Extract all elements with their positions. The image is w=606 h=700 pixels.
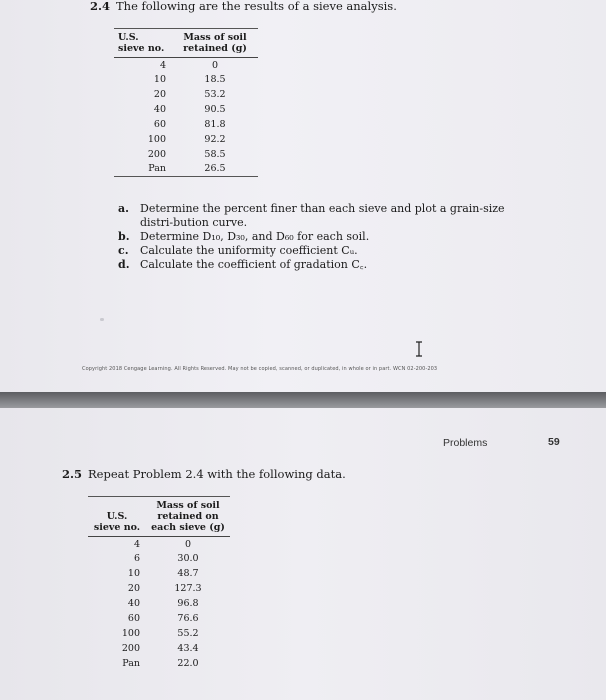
problem-2-5-heading [62,467,346,481]
page-number: 59 [548,436,560,448]
header-line: retained on [157,511,219,522]
table-row [88,537,230,552]
sieve-no-cell: 4 [133,538,140,550]
sieve-no-cell: 200 [121,642,140,654]
table-row [88,641,230,656]
mass-retained-header [146,497,230,537]
mass-cell: 30.0 [177,553,199,565]
sieve-table-2-5 [88,496,230,671]
task-item [118,230,538,244]
mass-cell: 96.8 [177,598,199,609]
table-row [114,132,258,147]
mass-cell: 90.5 [204,104,226,116]
running-header: Problems [443,437,488,449]
table-row [114,117,258,132]
mass-cell: 22.0 [177,657,199,669]
task-item [118,202,538,230]
problem-statement: Repeat Problem 2.4 with the following data. [88,467,346,481]
sieve-no-cell: 4 [159,59,166,71]
sieve-no-cell: 100 [121,627,140,639]
sieve-no-cell: 10 [127,568,140,580]
task-item [118,244,538,258]
header-line: each sieve (g) [151,522,225,533]
mass-cell: 0 [184,538,192,550]
mass-cell: 76.6 [177,612,199,624]
task-letter: d. [118,258,130,271]
task-text: Calculate the uniformity coefficient Cᵤ. [140,244,358,257]
problem-2-4-heading [90,0,397,13]
header-line: sieve no. [93,522,141,533]
sieve-no-cell: 20 [153,89,166,101]
sieve-number-header [114,29,172,58]
mass-cell: 18.5 [204,74,226,86]
table-row [114,147,258,162]
sieve-no-cell: 40 [153,104,166,116]
sieve-no-cell: 6 [133,553,140,565]
mass-cell: 127.3 [174,583,202,595]
mass-retained-header [172,29,258,58]
sieve-table-2-4 [114,28,258,177]
task-letter: c. [118,244,129,257]
task-list [118,202,538,272]
header-line: Mass of soil [183,32,247,43]
sieve-no-cell: Pan [114,162,172,177]
mass-cell: 43.4 [177,642,199,654]
copyright-notice: Copyright 2018 Cengage Learning. All Rights Reserved. May not be copied, scanned, or duplicated, in whole or in part. WCN 02-200-203 [82,366,438,372]
table-row [114,72,258,87]
text-cursor-icon [414,341,424,357]
header-line: sieve no. [118,43,165,54]
mass-cell: 26.5 [172,162,258,177]
table-row [88,566,230,581]
problem-statement: The following are the results of a sieve analysis. [116,0,397,13]
table-row [114,162,258,177]
mass-cell: 0 [211,59,219,71]
sieve-number-header [88,497,146,537]
problem-number: 2.4 [90,0,111,13]
task-text: Determine D₁₀, D₃₀, and D₆₀ for each soil. [140,230,370,243]
task-text: Calculate the coefficient of gradation C꜀. [140,258,368,271]
task-letter: a. [118,202,129,215]
sieve-no-cell: 40 [127,598,140,609]
mass-cell: 92.2 [204,133,226,145]
sieve-no-cell: Pan [122,657,140,669]
sieve-no-cell: 60 [153,119,166,130]
page-speck [100,318,104,321]
sieve-no-cell: 20 [127,583,140,595]
task-text: Determine the percent finer than each sieve and plot a grain-size distri-bution curve. [140,202,505,229]
table-row [114,87,258,102]
task-item [118,258,538,272]
mass-cell: 58.5 [204,148,226,160]
table-row [88,656,230,671]
mass-cell: 55.2 [177,627,199,639]
table-row [114,58,258,73]
mass-cell: 53.2 [204,89,226,101]
header-line: retained (g) [183,43,247,54]
table-row [114,102,258,117]
sieve-no-cell: 100 [147,133,166,145]
task-letter: b. [118,230,130,243]
table-row [88,626,230,641]
mass-cell: 81.8 [204,119,226,130]
page-divider [0,392,606,408]
mass-cell: 48.7 [177,568,199,580]
header-line: U.S. [118,32,139,43]
table-row [88,611,230,626]
problem-number: 2.5 [62,467,83,481]
table-row [88,551,230,566]
table-row [88,581,230,596]
header-line: U.S. [106,511,128,522]
sieve-no-cell: 200 [147,148,166,160]
table-row [88,596,230,611]
sieve-no-cell: 60 [127,612,140,624]
sieve-no-cell: 10 [153,74,166,86]
header-line: Mass of soil [156,500,220,511]
